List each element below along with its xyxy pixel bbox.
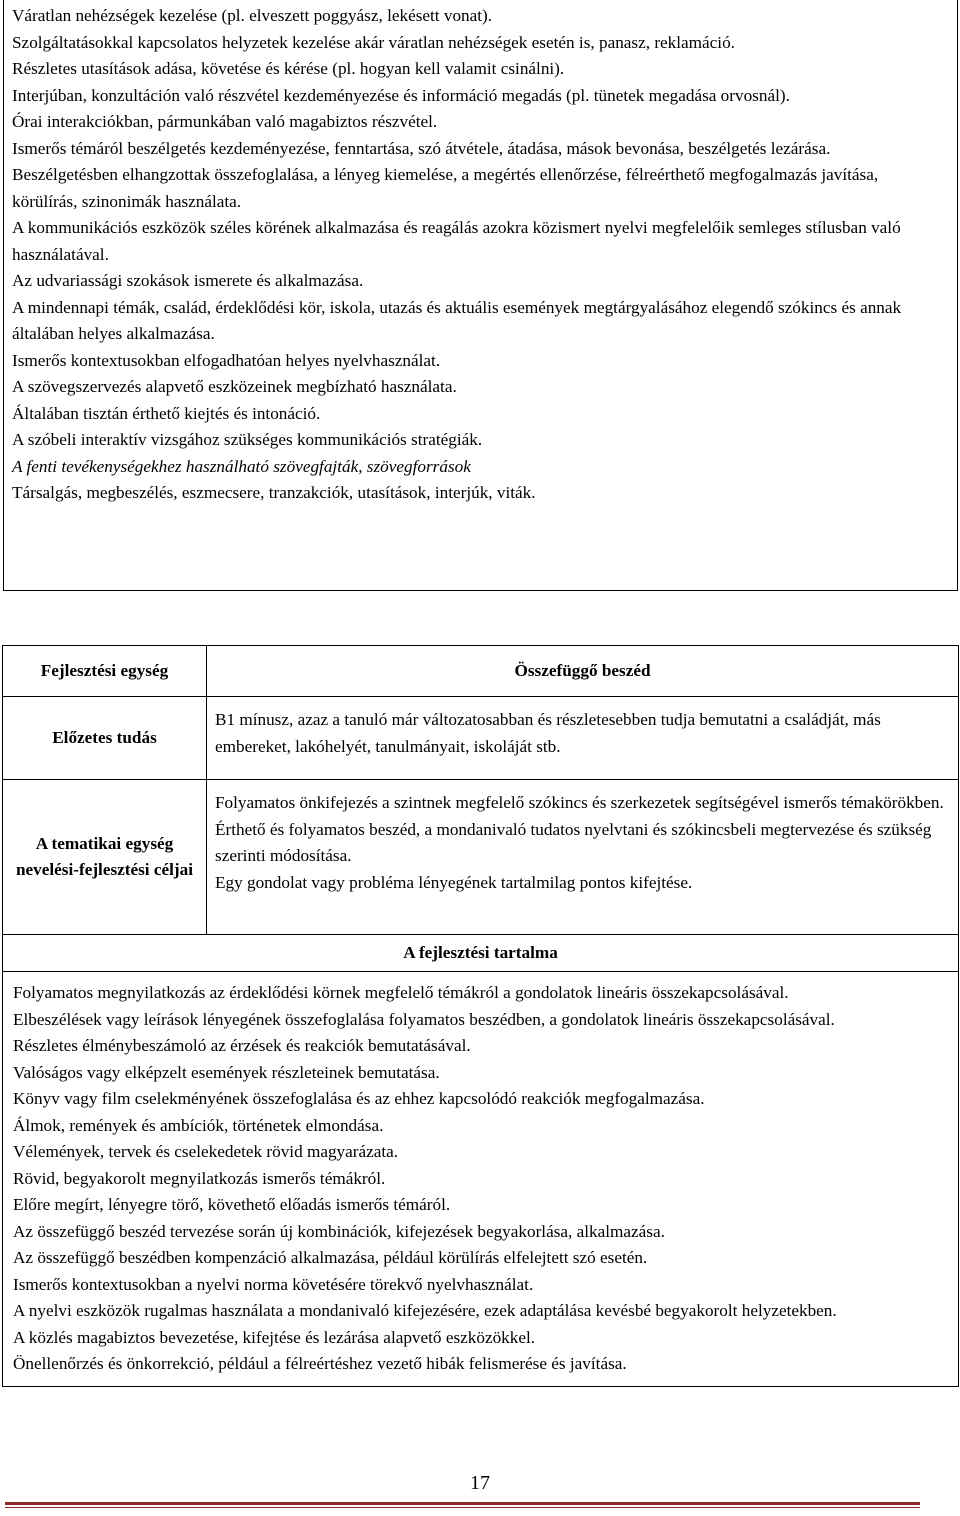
content-item: Rövid, begyakorolt megnyilatkozás ismerős témákról.	[13, 1168, 386, 1188]
top-line: Interjúban, konzultáción való részvétel kezdeményezése és információ megadás (pl. tünetek megadása orvosnál).	[12, 85, 790, 105]
content-item: Álmok, remények és ambíciók, történetek elmondása.	[13, 1115, 384, 1135]
content-item: Az összefüggő beszéd tervezése során új kombinációk, kifejezések begyakorlása, alkalmazása.	[13, 1221, 665, 1241]
top-line: Ismerős kontextusokban elfogadhatóan helyes nyelvhasználat.	[12, 350, 441, 370]
content-header: A fejlesztési tartalma	[403, 942, 558, 962]
content-item: Részletes élménybeszámoló az érzések és reakciók bemutatásával.	[13, 1036, 471, 1055]
goal-item: Folyamatos önkifejezés a szintnek megfelelő szókincs és szerkezetek segítségével ismerős témakörökben.	[215, 793, 944, 812]
top-text-box	[3, 0, 958, 591]
goal-item: Egy gondolat vagy probléma lényegének tartalmilag pontos kifejtése.	[215, 872, 693, 892]
content-item: Előre megírt, lényegre törő, követhető előadás ismerős témáról.	[13, 1195, 451, 1214]
top-line: A szóbeli interaktív vizsgához szükséges kommunikációs stratégiák.	[12, 430, 483, 449]
top-line: A mindennapi témák, család, érdeklődési kör, iskola, utazás és aktuális események megtárgyalásához elegendő szókincs és annak általában helyes alkalmazása.	[12, 297, 902, 343]
top-line: Váratlan nehézségek kezelése (pl. elveszett poggyász, lekésett vonat).	[12, 6, 493, 25]
goal-item: Érthető és folyamatos beszéd, a mondanivaló tudatos nyelvtani és szókincsbeli megtervezése és szükség szerinti módosítása.	[215, 819, 932, 865]
goals-label-cell	[3, 780, 207, 935]
content-item: Az összefüggő beszédben kompenzáció alkalmazása, például körülírás elfelejtett szó esetén.	[13, 1248, 648, 1267]
top-line: A szövegszervezés alapvető eszközeinek megbízható használata.	[12, 377, 457, 396]
content-item: Könyv vagy film cselekményének összefoglalása és az ehhez kapcsolódó reakciók megfogalmazása.	[13, 1089, 705, 1108]
top-line: Órai interakciókban, pármunkában való magabiztos részvétel.	[12, 112, 438, 131]
curriculum-table	[2, 645, 959, 1387]
top-line: Beszélgetésben elhangzottak összefoglalása, a lényeg kiemelése, a megértés ellenőrzése, félreérthető megfogalmazás javítása, körülírás, szinonimák használata.	[12, 165, 879, 211]
prior-label-cell	[3, 697, 207, 780]
prior-knowledge-row	[3, 697, 959, 780]
footer-rule-thick	[5, 1502, 920, 1505]
text-types-heading: A fenti tevékenységekhez használható szövegfajták, szövegforrások	[12, 456, 471, 476]
unit-row	[3, 646, 959, 697]
goals-value-cell	[207, 780, 959, 935]
content-item: Folyamatos megnyilatkozás az érdeklődési körnek megfelelő témákról a gondolatok lineáris összekapcsolásával.	[13, 983, 789, 1002]
top-line: Általában tisztán érthető kiejtés és intonáció.	[12, 403, 321, 423]
goals-label: A tematikai egység nevelési-fejlesztési céljai	[15, 833, 194, 879]
unit-label: Fejlesztési egység	[40, 660, 169, 680]
page-number: 17	[470, 1472, 490, 1494]
content-header-cell	[3, 935, 959, 972]
top-text-body	[12, 3, 947, 507]
content-header-row	[3, 935, 959, 972]
content-cell	[3, 972, 959, 1387]
content-item: Vélemények, tervek és cselekedetek rövid magyarázata.	[13, 1142, 399, 1161]
prior-value-cell	[207, 697, 959, 780]
content-item: A közlés magabiztos bevezetése, kifejtése és lezárása alapvető eszközökkel.	[13, 1327, 536, 1347]
text-types-list: Társalgás, megbeszélés, eszmecsere, tranzakciók, utasítások, interjúk, viták.	[12, 483, 536, 502]
top-line: A kommunikációs eszközök széles körének alkalmazása és reagálás azokra közismert nyelvi megfelelőik semleges stílusban való használatával.	[12, 218, 901, 264]
unit-value: Összefüggő beszéd	[514, 660, 651, 680]
content-item: Önellenőrzés és önkorrekció, például a félreértéshez vezető hibák felismerése és javítása.	[13, 1354, 627, 1373]
content-item: Elbeszélések vagy leírások lényegének összefoglalása folyamatos beszédben, a gondolatok lineáris összekapcsolásával.	[13, 1009, 835, 1029]
top-line: Ismerős témáról beszélgetés kezdeményezése, fenntartása, szó átvétele, átadása, mások bevonása, beszélgetés lezárása.	[12, 138, 831, 158]
goals-row	[3, 780, 959, 935]
content-item: A nyelvi eszközök rugalmas használata a mondanivaló kifejezésére, ezek adaptálása kevésbé begyakorolt helyzetekben.	[13, 1301, 837, 1320]
top-line: Részletes utasítások adása, követése és kérése (pl. hogyan kell valamit csinálni).	[12, 59, 565, 78]
content-item: Valóságos vagy elképzelt események részleteinek bemutatása.	[13, 1062, 440, 1082]
prior-label: Előzetes tudás	[52, 727, 157, 747]
prior-value: B1 mínusz, azaz a tanuló már változatosabban és részletesebben tudja bemutatni a családját, más embereket, lakóhelyét, tanulmányait, iskoláját stb.	[215, 710, 881, 756]
content-item: Ismerős kontextusokban a nyelvi norma követésére törekvő nyelvhasználat.	[13, 1274, 534, 1294]
unit-label-cell	[3, 646, 207, 697]
unit-value-cell	[207, 646, 959, 697]
top-line: Az udvariassági szokások ismerete és alkalmazása.	[12, 271, 364, 290]
footer-rule-thin	[5, 1507, 920, 1508]
top-line: Szolgáltatásokkal kapcsolatos helyzetek kezelése akár váratlan nehézségek esetén is, panasz, reklamáció.	[12, 32, 735, 52]
content-row	[3, 972, 959, 1387]
